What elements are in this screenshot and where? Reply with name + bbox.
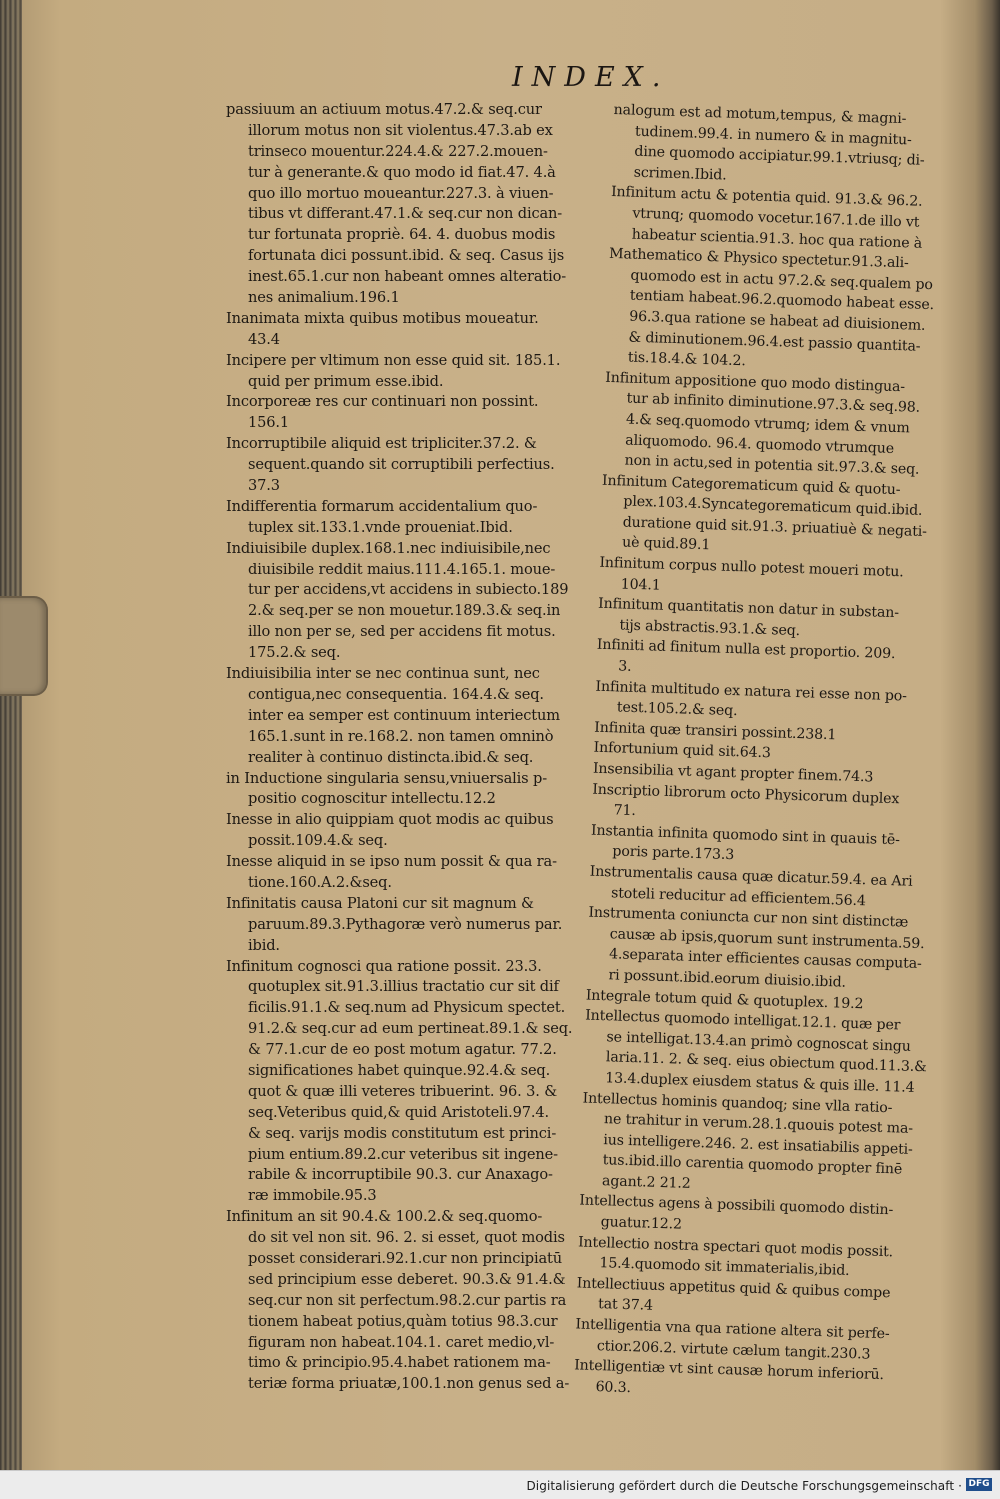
- book-page-edges: [0, 0, 22, 1470]
- index-line: teriæ forma priuatæ,100.1.non genus sed a-: [248, 1375, 570, 1393]
- index-line: laria.11. 2. & seq. eius obiectum quod.11.3.&: [605, 1049, 927, 1076]
- index-line: Instrumenta coniuncta cur non sint distinctæ: [588, 904, 909, 931]
- index-line: Mathematico & Physico spectetur.91.3.ali-: [608, 246, 909, 272]
- index-line: passiuum an actiuum motus.47.2.& seq.cur: [226, 101, 542, 118]
- index-line: sequent.quando sit corruptibili perfectius.: [248, 456, 555, 474]
- index-line: inest.65.1.cur non habeant omnes alteratio-: [248, 268, 567, 286]
- index-line: plex.103.4.Syncategorematicum quid.ibid.: [623, 493, 923, 520]
- index-line: non in actu,sed in potentia sit.97.3.& seq.: [624, 452, 920, 478]
- index-line: Inesse in alio quippiam quot modis ac quibus: [226, 811, 554, 829]
- index-line: causæ ab ipsis,quorum sunt instrumenta.59.: [609, 926, 925, 952]
- index-line: Infinitum actu & potentia quid. 91.3.& 96.2.: [610, 184, 923, 211]
- index-line: Infinitum Categorematicum quid & quotu-: [601, 472, 901, 498]
- index-line: tione.160.A.2.&seq.: [248, 873, 392, 891]
- index-line: illo non per se, sed per accidens fit motus.: [248, 623, 556, 641]
- index-line: Indifferentia formarum accidentalium quo-: [226, 497, 538, 515]
- dfg-logo: DFG: [966, 1478, 992, 1491]
- index-line: Incorruptibile aliquid est tripliciter.37.2. &: [226, 435, 537, 453]
- index-line: significationes habet quinque.92.4.& seq.: [248, 1061, 551, 1079]
- index-line: & diminutionem.96.4.est passio quantita-: [628, 329, 921, 355]
- index-line: Intelligentia vna qua ratione altera sit perfe-: [575, 1316, 890, 1343]
- page-clip-tab: [0, 596, 48, 696]
- index-line: tionem habeat potius,quàm totius 98.3.cur: [248, 1312, 558, 1330]
- index-line: aliquomodo. 96.4. quomodo vtrumque: [625, 432, 895, 457]
- index-line: Infinitatis causa Platoni cur sit magnum &: [226, 894, 534, 912]
- index-line: stoteli reducitur ad efficientem.56.4: [610, 884, 867, 909]
- index-line: ræ immobile.95.3: [248, 1187, 377, 1205]
- index-line: dine quomodo accipiatur.99.1.vtriusq; di-: [634, 143, 925, 169]
- index-line: Intellectus quomodo intelligat.12.1. quæ per: [584, 1007, 901, 1034]
- index-line: 4.& seq.quomodo vtrumq; idem & vnum: [625, 411, 910, 437]
- index-line: Intellectiuus appetitus quid & quibus compe: [576, 1275, 891, 1302]
- index-line: Inanimata mixta quibus motibus moueatur.: [226, 309, 539, 327]
- index-line: Integrale totum quid & quotuplex. 19.2: [585, 987, 864, 1012]
- index-line: tur per accidens,vt accidens in subiecto.189: [248, 581, 569, 599]
- index-line: 71.: [613, 802, 637, 820]
- index-line: tur à generante.& quo modo id fiat.47. 4.à: [248, 163, 556, 181]
- index-line: poris parte.173.3: [612, 843, 735, 864]
- index-line: tuplex sit.133.1.vnde proueniat.Ibid.: [248, 518, 513, 536]
- index-line: Infinitum cognosci qua ratione possit. 23.3.: [226, 957, 542, 975]
- index-line: & seq. varijs modis constitutum est princi-: [248, 1124, 557, 1142]
- index-line: Intellectio nostra spectari quot modis possit.: [577, 1234, 894, 1260]
- index-column-right: [573, 100, 964, 1408]
- index-line: scrimen.Ibid.: [633, 164, 727, 184]
- index-line: Infinita quæ transiri possint.238.1: [594, 719, 837, 744]
- index-line: duratione quid sit.91.3. priuatiuè & negati-: [622, 514, 928, 540]
- index-line: test.105.2.& seq.: [616, 699, 738, 720]
- index-line: fortunata dici possunt.ibid. & seq. Casus ijs: [248, 247, 565, 265]
- index-line: quomodo est in actu 97.2.& seq.qualem po: [630, 267, 934, 293]
- index-line: quid per primum esse.ibid.: [248, 372, 444, 390]
- index-line: tijs abstractis.93.1.& seq.: [619, 617, 801, 639]
- index-line: trinseco mouentur.224.4.& 227.2.mouen-: [248, 142, 548, 160]
- index-line: paruum.89.3.Pythagoræ verò numerus par.: [248, 915, 563, 933]
- index-line: tat 37.4: [597, 1296, 654, 1315]
- index-line: pium entium.89.2.cur veteribus sit ingene-: [248, 1145, 558, 1163]
- index-line: positio cognoscitur intellectu.12.2: [248, 790, 496, 808]
- index-line: 3.: [617, 658, 632, 675]
- index-line: 165.1.sunt in re.168.2. non tamen omninò: [248, 727, 554, 745]
- index-line: ibid.: [248, 936, 280, 954]
- index-line: 104.1: [620, 576, 661, 594]
- index-line: guatur.12.2: [600, 1214, 683, 1233]
- index-line: tur fortunata propriè. 64. 4. duobus modis: [248, 226, 556, 244]
- index-line: diuisibile reddit maius.111.4.165.1. moue-: [248, 560, 556, 578]
- index-line: habeatur scientia.91.3. hoc qua ratione à: [631, 226, 923, 252]
- index-line: nes animalium.196.1: [248, 289, 400, 307]
- index-line: nalogum est ad motum,tempus, & magni-: [613, 101, 907, 128]
- index-line: sed principium esse deberet. 90.3.& 91.4.&: [248, 1270, 566, 1288]
- index-line: Instantia infinita quomodo sint in quauis tē-: [590, 822, 901, 849]
- index-line: agant.2 21.2: [601, 1173, 691, 1192]
- index-line: tentiam habeat.96.2.quomodo habeat esse.: [629, 287, 935, 314]
- index-line: Intelligentiæ vt sint causæ horum inferiorū.: [573, 1357, 885, 1384]
- index-line: Indiuisibile duplex.168.1.nec indiuisibile,nec: [226, 539, 551, 557]
- index-line: realiter à continuo distincta.ibid.& seq.: [248, 748, 534, 766]
- index-line: ne trahitur in verum.28.1.quouis potest ma-: [603, 1111, 914, 1137]
- index-line: 2.& seq.per se non mouetur.189.3.& seq.in: [248, 602, 561, 620]
- index-line: inter ea semper est continuum interiectum: [248, 706, 560, 724]
- index-column-left: [226, 100, 594, 1395]
- index-line: 60.3.: [595, 1378, 632, 1396]
- index-line: Infinitum an sit 90.4.& 100.2.& seq.quomo-: [226, 1208, 543, 1226]
- index-line: & 77.1.cur de eo post motum agatur. 77.2.: [248, 1041, 557, 1059]
- index-line: timo & principio.95.4.habet rationem ma-: [248, 1354, 551, 1372]
- index-line: ius intelligere.246. 2. est insatiabilis appeti-: [603, 1131, 913, 1158]
- index-line: ctior.206.2. virtute cælum tangit.230.3: [596, 1337, 871, 1363]
- index-line: Infiniti ad finitum nulla est proportio. 209.: [596, 637, 896, 663]
- index-line: Infinitum appositione quo modo distingua-: [605, 369, 906, 395]
- index-line: 13.4.duplex eiusdem status & quis ille. 11.4: [605, 1070, 915, 1096]
- index-line: seq.cur non sit perfectum.98.2.cur partis ra: [248, 1291, 567, 1309]
- index-line: Infinitum corpus nullo potest moueri motu.: [599, 554, 904, 581]
- funding-footer: [0, 1470, 1000, 1499]
- index-line: Infinitum quantitatis non datur in substan-: [597, 596, 900, 622]
- index-line: figuram non habeat.104.1. caret medio,vl-: [248, 1333, 555, 1351]
- index-line: seq.Veteribus quid,& quid Aristoteli.97.4.: [248, 1103, 549, 1121]
- index-line: Infortunium quid sit.64.3: [593, 740, 771, 762]
- index-line: ficilis.91.1.& seq.num ad Physicum spectet.: [248, 999, 566, 1017]
- index-line: tudinem.99.4. in numero & in magnitu-: [634, 123, 912, 148]
- index-line: Incorporeæ res cur continuari non possint.: [226, 393, 539, 411]
- index-line: Indiuisibilia inter se nec continua sunt, nec: [226, 665, 540, 683]
- index-line: 4.separata inter efficientes causas computa-: [608, 946, 922, 973]
- index-line: 91.2.& seq.cur ad eum pertineat.89.1.& seq.: [248, 1020, 573, 1038]
- index-line: do sit vel non sit. 96. 2. si esset, quot modis: [248, 1229, 565, 1247]
- index-line: illorum motus non sit violentus.47.3.ab ex: [248, 121, 553, 139]
- index-line: tus.ibid.illo carentia quomodo propter finē: [602, 1152, 903, 1178]
- index-line: tis.18.4.& 104.2.: [627, 349, 746, 370]
- index-line: tibus vt differant.47.1.& seq.cur non dican-: [248, 205, 563, 223]
- index-line: 43.4: [248, 330, 280, 348]
- index-line: quotuplex sit.91.3.illius tractatio cur sit dif: [248, 978, 559, 996]
- index-line: Intellectus hominis quandoq; sine vlla ratio-: [582, 1090, 893, 1116]
- index-line: rabile & incorruptibile 90.3. cur Anaxago-: [248, 1166, 553, 1184]
- index-line: 15.4.quomodo sit immaterialis,ibid.: [599, 1255, 850, 1280]
- index-line: ri possunt.ibid.eorum diuisio.ibid.: [608, 967, 847, 991]
- index-line: quot & quæ illi veteres tribuerint. 96. 3. &: [248, 1082, 558, 1100]
- index-line: quo illo mortuo moueantur.227.3. à viuen-: [248, 184, 554, 202]
- index-line: Insensibilia vt agant propter finem.74.3: [592, 760, 874, 786]
- footer-credit-text: Digitalisierung gefördert durch die Deutsche Forschungsgemeinschaft ·: [526, 1479, 962, 1493]
- index-line: 156.1: [248, 414, 290, 432]
- index-line: posset considerari.92.1.cur non principiatū: [248, 1249, 562, 1267]
- index-line: uè quid.89.1: [621, 534, 711, 554]
- index-line: se intelligat.13.4.an primò cognoscat singu: [606, 1028, 911, 1055]
- index-line: Inscriptio librorum octo Physicorum duplex: [592, 781, 900, 807]
- index-line: possit.109.4.& seq.: [248, 832, 388, 850]
- index-line: in Inductione singularia sensu,vniuersalis p-: [226, 769, 547, 787]
- index-line: 37.3: [248, 477, 280, 495]
- index-line: contigua,nec consequentia. 164.4.& seq.: [248, 685, 544, 703]
- index-line: Inesse aliquid in se ipso num possit & qua ra-: [226, 853, 557, 871]
- index-line: vtrunq; quomodo vocetur.167.1.de illo vt: [632, 205, 920, 231]
- index-line: Instrumentalis causa quæ dicatur.59.4. ea Ari: [589, 863, 913, 890]
- index-line: Incipere per vltimum non esse quid sit. 185.1.: [226, 351, 561, 369]
- index-line: Intellectus agens à possibili quomodo distin-: [579, 1192, 894, 1219]
- index-line: 96.3.qua ratione se habeat ad diuisionem.: [628, 308, 926, 334]
- index-line: Infinita multitudo ex natura rei esse non po-: [595, 678, 908, 705]
- index-line: tur ab infinito diminutione.97.3.& seq.98.: [626, 390, 921, 417]
- running-header: INDEX.: [512, 62, 670, 93]
- index-line: 175.2.& seq.: [248, 644, 341, 662]
